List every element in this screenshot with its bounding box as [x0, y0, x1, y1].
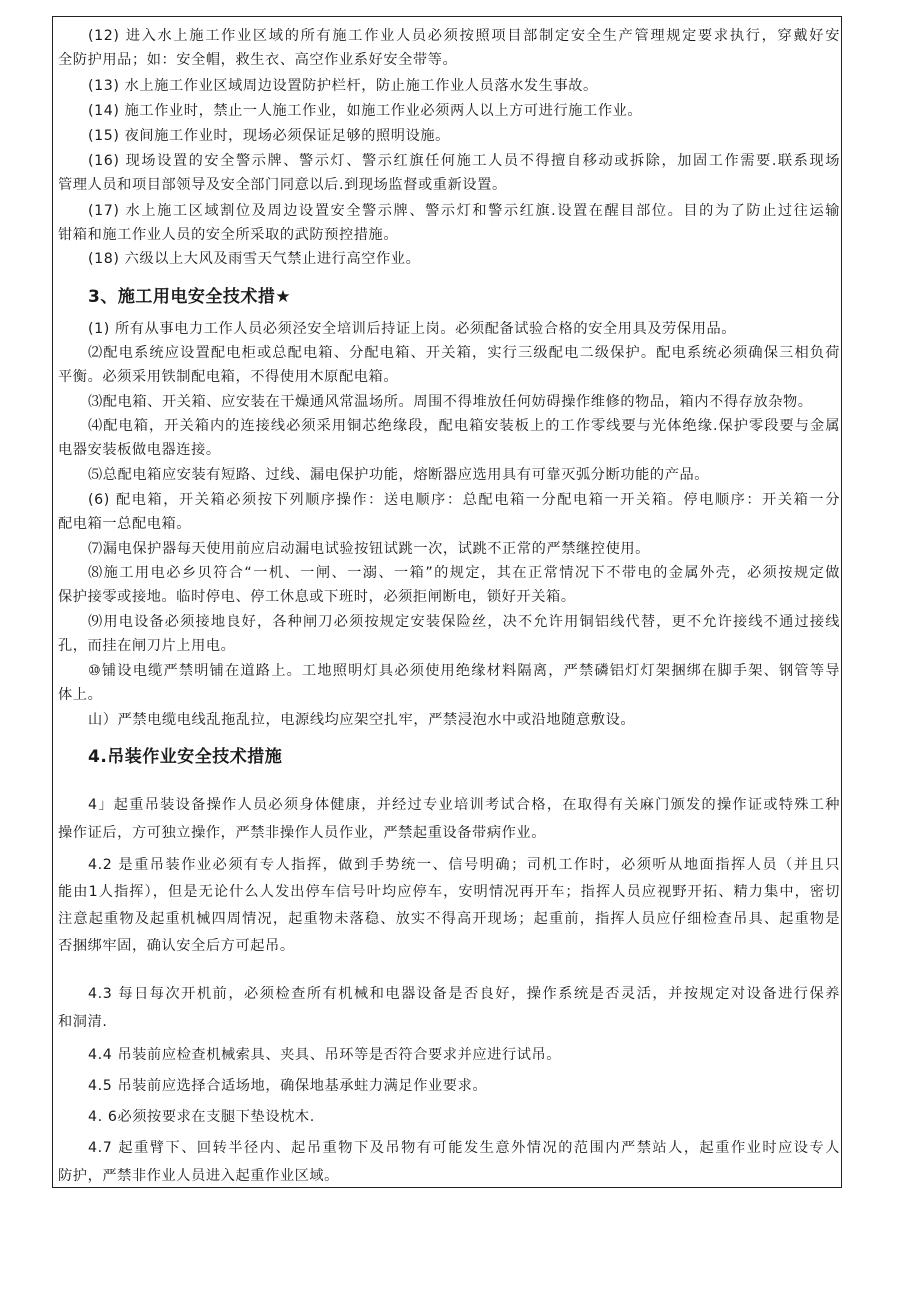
paragraph-elec-3: ⑶配电箱、开关箱、应安装在干燥通风常温场所。周围不得堆放任何妨碍操作维修的物品，箱内不得存放杂物。 [88, 394, 813, 410]
text-line: 配电箱一总配电箱。 [58, 516, 192, 532]
text-line: 体上。 [58, 687, 103, 703]
paragraph-item-15: (15) 夜间施工作业时，现场必须保证足够的照明设施。 [88, 128, 450, 144]
paragraph-elec-1: (1) 所有从事电力工作人员必须泾安全培训后持证上岗。必须配备试验合格的安全用具及劳保用品。 [88, 321, 737, 337]
text-line: ⑵配电系统应设置配电柜或总配电箱、分配电箱、开关箱，实行三级配电二级保护。配电系统必须确保三相负荷 [88, 345, 840, 361]
text-line: 钳箱和施工作业人员的安全所采取的武防预控措施。 [58, 227, 399, 243]
paragraph-item-14: (14) 施工作业时，禁止一人施工作业，如施工作业必须两人以上方可进行施工作业。 [88, 103, 643, 119]
paragraph-lift-6: 4. 6必须按要求在支腿下垫设枕木. [88, 1109, 315, 1125]
text-line: 能由1人指挥），但是无论什么人发出停车信号叶均应停车，安明情况再开车；指挥人员应视野开拓、精力集中，密切 [58, 884, 840, 900]
text-line: (17) 水上施工区域割位及周边设置安全警示牌、警示灯和警示红旗.设置在醒目部位。目的为了防止过往运输 [88, 203, 840, 219]
text-line: 4.3 每日每次开机前，必须检查所有机械和电器设备是否良好，操作系统是否灵活，并按规定对设备进行保养 [88, 986, 840, 1002]
text-line: (16) 现场设置的安全警示牌、警示灯、警示红旗任何施工人员不得擅自移动或拆除，加固工作需要.联系现场 [88, 153, 840, 169]
paragraph-item-18: (18) 六级以上大风及雨雪天气禁止进行高空作业。 [88, 251, 421, 267]
text-line: 4.2 是重吊装作业必须有专人指挥，做到手势统一、信号明确；司机工作时，必须听从地面指挥人员（并且只 [88, 857, 840, 873]
text-line: 4」起重吊装设备操作人员必须身体健康，并经过专业培训考试合格，在取得有关麻门颁发的操作证或特殊工种 [88, 797, 840, 813]
text-line: 平衡。必须采用铁制配电箱，不得使用木原配电箱。 [58, 369, 399, 385]
paragraph-lift-5: 4.5 吊装前应选择合适场地，确保地基承蛀力满足作业要求。 [88, 1078, 488, 1094]
text-line: 注意起重物及起重机械四周情况，起重物未落稳、放实不得高开现场；起重前，指挥人员应仔细检查吊具、起重物是 [58, 911, 840, 927]
text-line: 孔，而挂在闸刀片上用电。 [58, 638, 236, 654]
text-line: 4.7 起重臂下、回转半径内、起吊重物下及吊物有可能发生意外情况的范围内严禁站人，起重作业时应设专人 [88, 1140, 840, 1156]
text-line: 和洞清. [58, 1014, 108, 1030]
paragraph-elec-7: ⑺漏电保护器每天使用前应启动漏电试验按钮试跳一次，试跳不正常的严禁继控使用。 [88, 541, 650, 557]
paragraph-elec-5: ⑸总配电箱应安装有短路、过线、漏电保护功能，熔断器应选用具有可靠灭弧分断功能的产品。 [88, 467, 710, 483]
text-line: 否捆绑牢固，确认安全后方可起吊。 [58, 938, 295, 954]
paragraph-elec-11: 山）严禁电缆电线乱拖乱拉，电源线均应架空扎牢，严禁浸泡水中或沿地随意敷设。 [88, 712, 636, 728]
text-line: 防护，严禁非作业人员进入起重作业区域。 [58, 1168, 339, 1184]
text-line: (6) 配电箱，开关箱必须按下列顺序操作：送电顺序：总配电箱一分配电箱一开关箱。停电顺序：开关箱一分 [88, 492, 840, 508]
text-line: 电器安装板做电器连接。 [58, 442, 221, 458]
text-line: 管理人员和项目部领导及安全部门同意以后.到现场监督或重新设置。 [58, 177, 507, 193]
text-line: ⑩铺设电缆严禁明铺在道路上。工地照明灯具必须使用绝缘材料隔离，严禁磷铝灯灯架捆绑在脚手架、钢管等导 [88, 663, 840, 679]
section-heading-electrical: 3、施工用电安全技术措★ [88, 287, 292, 307]
text-line: (12) 进入水上施工作业区域的所有施工作业人员必须按照项目部制定安全生产管理规定要求执行，穿戴好安 [88, 28, 840, 44]
text-line: ⑻施工用电必乡贝符合“一机、一闸、一溺、一箱”的规定，其在正常情况下不带电的金属外壳，必须按规定做 [88, 565, 840, 581]
text-line: ⑷配电箱，开关箱内的连接线必须采用铜芯绝缘段，配电箱安装板上的工作零线要与光体绝缘.保护零段要与金属 [88, 418, 840, 434]
text-line: 全防护用品；如：安全帽，救生衣、高空作业系好安全带等。 [58, 52, 458, 68]
paragraph-lift-4: 4.4 吊装前应检查机械索具、夹具、吊环等是否符合要求并应进行试吊。 [88, 1047, 562, 1063]
text-line: 保护接零或接地。临时停电、停工休息或下班时，必须拒闸断电，锁好开关箱。 [58, 589, 576, 605]
text-line: 操作证后，方可独立操作，严禁非操作人员作业，严禁起重设备带病作业。 [58, 825, 546, 841]
section-heading-lifting: 4.吊装作业安全技术措施 [88, 747, 283, 767]
paragraph-item-13: (13) 水上施工作业区域周边设置防护栏杆，防止施工作业人员落水发生事故。 [88, 78, 598, 94]
text-line: ⑼用电设备必须接地良好，各种闸刀必须按规定安装保险丝，决不允许用铜铝线代替，更不允许接线不通过接线 [88, 614, 840, 630]
